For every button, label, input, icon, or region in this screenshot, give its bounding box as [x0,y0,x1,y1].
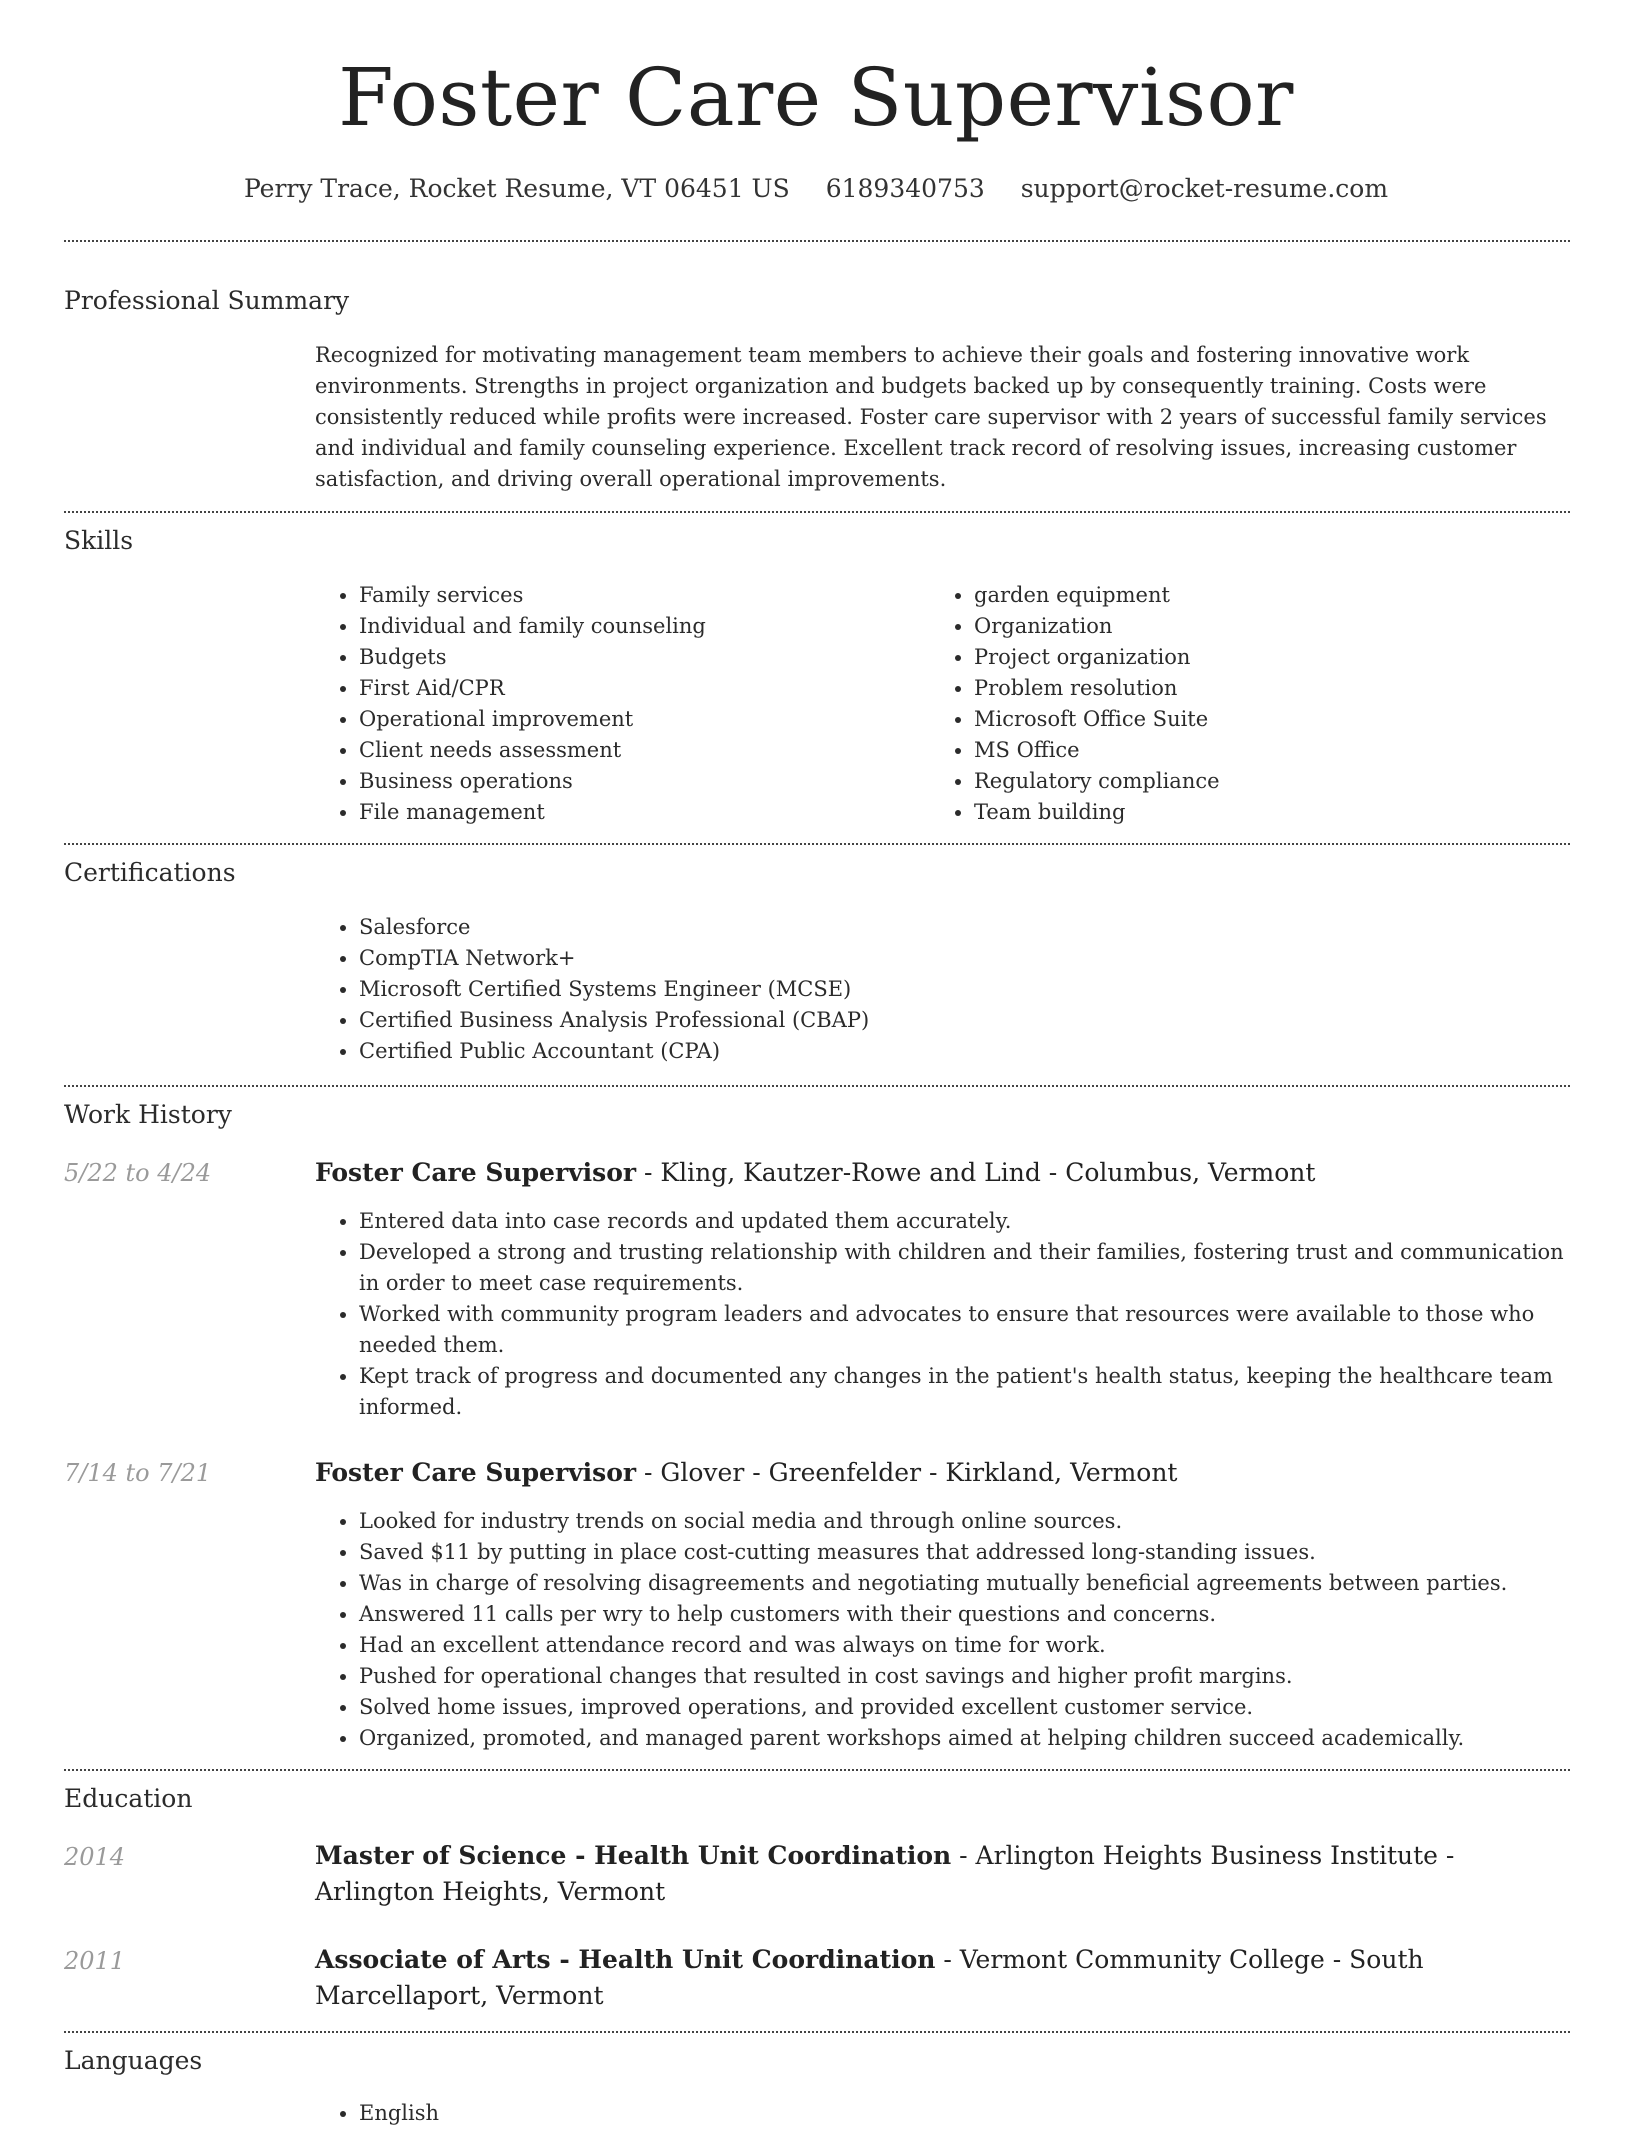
list-item: • Certified Business Analysis Professional (CBAP) [359,1005,1315,1036]
job-heading [315,1155,1570,1191]
list-item: • Organized, promoted, and managed parent workshops aimed at helping children succeed academically. [359,1723,1570,1754]
list-item: • Business operations [359,766,915,797]
list-item: • Operational improvement [359,704,915,735]
job-heading [315,1455,1570,1491]
skills-column-right [930,580,1530,828]
list-item: • Worked with community program leaders and advocates to ensure that resources were available to those who needed them. [359,1299,1570,1361]
languages-list [315,2098,915,2129]
section-title-certifications: Certifications [64,858,236,887]
list-item: • Regulatory compliance [974,766,1530,797]
list-item: • Client needs assessment [359,735,915,766]
list-item: • First Aid/CPR [359,673,915,704]
job-employer: - Kling, Kautzer-Rowe and Lind - Columbus, Vermont [636,1158,1316,1187]
contact-phone: 6189340753 [825,174,985,203]
contact-address: Perry Trace, Rocket Resume, VT 06451 US [243,174,790,203]
certifications-list [315,912,1315,1067]
list-item: • Microsoft Certified Systems Engineer (MCSE) [359,974,1315,1005]
list-item: • Answered 11 calls per wry to help customers with their questions and concerns. [359,1599,1570,1630]
list-item: • Developed a strong and trusting relationship with children and their families, fostering trust and communication in order to meet case requirements. [359,1237,1570,1299]
section-title-summary: Professional Summary [64,286,350,315]
list-item: • Team building [974,797,1530,828]
list-item: • English [359,2098,915,2129]
section-title-work-history: Work History [64,1100,232,1129]
list-item: • Family services [359,580,915,611]
summary-text: Recognized for motivating management team members to achieve their goals and fostering innovative work environments. Strengths in project organization and budgets backed up by consequently training. Costs were consistently reduced while profits were increased. Foster care supervisor with 2 years of successful family services and individual and family counseling experience. Excellent track record of resolving issues, increasing customer satisfaction, and driving overall operational improvements. [315,343,1547,491]
divider [64,2031,1570,2033]
job-dates: 7/14 to 7/21 [64,1459,212,1487]
list-item: • Organization [974,611,1530,642]
list-item: • MS Office [974,735,1530,766]
list-item: • Microsoft Office Suite [974,704,1530,735]
list-item: • Had an excellent attendance record and was always on time for work. [359,1630,1570,1661]
job-employer: - Glover - Greenfelder - Kirkland, Vermont [636,1458,1178,1487]
job-title: Foster Care Supervisor [315,1158,637,1187]
divider [64,1769,1570,1771]
education-school: - Arlington Heights Business Institute - Arlington Heights, Vermont [315,1841,1455,1906]
list-item: • Entered data into case records and updated them accurately. [359,1206,1570,1237]
education-degree: Associate of Arts - Health Unit Coordination [315,1945,936,1974]
job-bullets [315,1506,1570,1754]
list-item: • Kept track of progress and documented any changes in the patient's health status, keeping the healthcare team informed. [359,1361,1570,1423]
education-degree: Master of Science - Health Unit Coordination [315,1841,952,1870]
job-bullets [315,1206,1570,1423]
section-title-education: Education [64,1784,193,1813]
education-school: - Vermont Community College - South Marcellaport, Vermont [315,1945,1424,2010]
list-item: • garden equipment [974,580,1530,611]
list-item: • Saved $11 by putting in place cost-cutting measures that addressed long-standing issues. [359,1537,1570,1568]
divider [64,240,1570,242]
divider [64,1085,1570,1087]
job-dates: 5/22 to 4/24 [64,1159,212,1187]
list-item: • Pushed for operational changes that resulted in cost savings and higher profit margins. [359,1661,1570,1692]
list-item: • Individual and family counseling [359,611,915,642]
section-title-skills: Skills [64,526,134,555]
divider [64,843,1570,845]
contact-email: support@rocket-resume.com [1020,174,1389,203]
skills-column-left [315,580,915,828]
list-item: • Problem resolution [974,673,1530,704]
education-year: 2014 [64,1843,126,1871]
education-entry [315,1942,1570,2014]
education-year: 2011 [64,1947,126,1975]
list-item: • Project organization [974,642,1530,673]
list-item: • Looked for industry trends on social media and through online sources. [359,1506,1570,1537]
section-title-languages: Languages [64,2046,203,2075]
education-entry [315,1838,1570,1910]
list-item: • Salesforce [359,912,1315,943]
list-item: • Solved home issues, improved operations, and provided excellent customer service. [359,1692,1570,1723]
divider [64,511,1570,513]
job-title: Foster Care Supervisor [315,1458,637,1487]
list-item: • CompTIA Network+ [359,943,1315,974]
list-item: • Budgets [359,642,915,673]
list-item: • File management [359,797,915,828]
resume-name: Foster Care Supervisor [338,51,1294,144]
list-item: • Was in charge of resolving disagreements and negotiating mutually beneficial agreements between parties. [359,1568,1570,1599]
contact-line [0,171,1632,207]
list-item: • Certified Public Accountant (CPA) [359,1036,1315,1067]
